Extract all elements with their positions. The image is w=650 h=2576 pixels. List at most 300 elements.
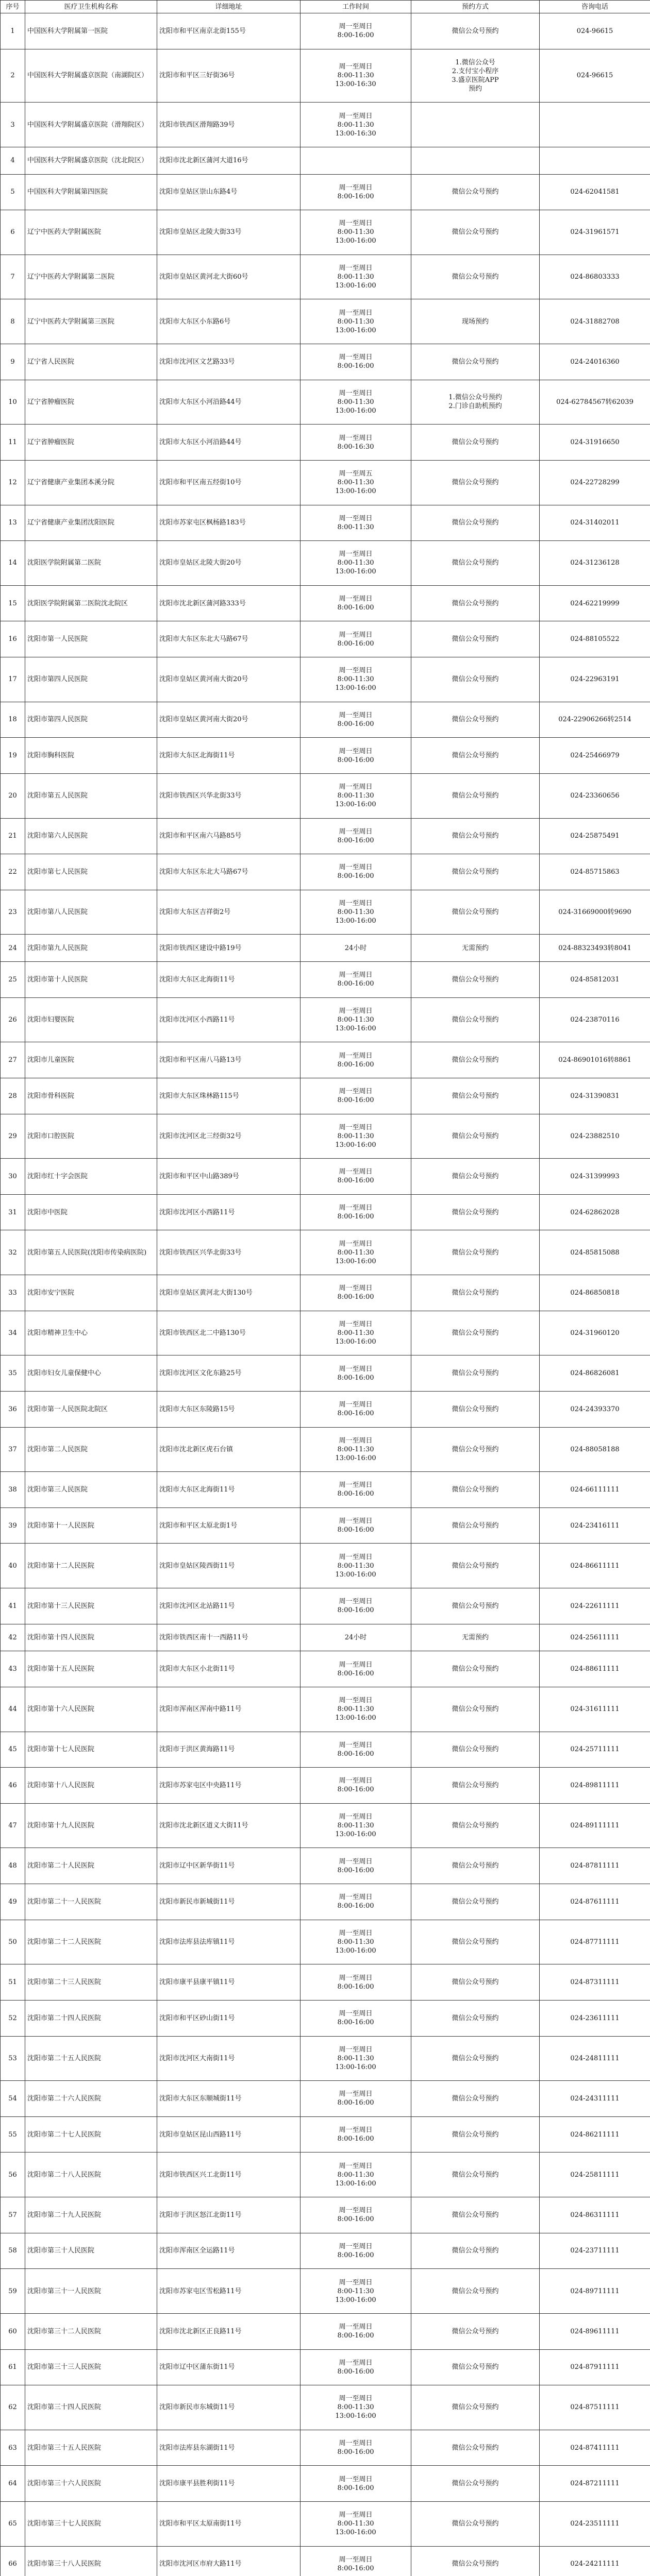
cell-booking: 微信公众号预约 — [411, 2116, 540, 2153]
cell-booking: 微信公众号预约 — [411, 1159, 540, 1195]
cell-booking: 微信公众号预约 — [411, 773, 540, 818]
cell-booking: 微信公众号预约 — [411, 2081, 540, 2117]
cell-hours: 周一至周日 8:00-11:30 13:00-16:00 — [301, 890, 411, 935]
cell-hours: 周一至周日 8:00-16:00 — [301, 1472, 411, 1508]
cell-booking: 微信公众号预约 — [411, 1544, 540, 1588]
cell-booking: 微信公众号预约 — [411, 1920, 540, 1964]
cell-hours: 周一至周日 8:00-11:30 13:00-16:30 — [301, 103, 411, 147]
cell-name: 中国医科大学附属盛京医院（南湖院区） — [25, 49, 157, 103]
table-row — [1, 1624, 650, 1651]
cell-index: 47 — [1, 1803, 25, 1848]
cell-booking: 微信公众号预约 — [411, 1472, 540, 1508]
cell-index: 46 — [1, 1768, 25, 1804]
cell-index: 1 — [1, 13, 25, 49]
cell-booking — [411, 103, 540, 147]
cell-name: 沈阳市第二十三人民医院 — [25, 1964, 157, 2001]
cell-hours: 周一至周日 8:00-11:30 13:00-16:00 — [301, 1427, 411, 1472]
cell-phone: 024-87411111 — [540, 2430, 650, 2466]
cell-hours: 周一至周日 8:00-11:30 13:00-16:00 — [301, 1311, 411, 1355]
cell-phone: 024-24393370 — [540, 1391, 650, 1427]
cell-index: 28 — [1, 1078, 25, 1114]
cell-phone: 024-88611111 — [540, 1651, 650, 1687]
cell-hours: 周一至周日 8:00-11:30 13:00-16:00 — [301, 380, 411, 425]
table-row — [1, 818, 650, 854]
cell-phone: 024-62784567转62039 — [540, 380, 650, 425]
table-row — [1, 299, 650, 344]
cell-booking: 现场预约 — [411, 299, 540, 344]
cell-hours: 周一至周日 8:00-16:00 — [301, 13, 411, 49]
cell-name: 沈阳市儿童医院 — [25, 1042, 157, 1078]
cell-booking: 微信公众号预约 — [411, 1230, 540, 1275]
table-row — [1, 738, 650, 774]
cell-index: 45 — [1, 1732, 25, 1768]
cell-booking: 微信公众号预约 — [411, 1588, 540, 1624]
cell-name: 沈阳市中医院 — [25, 1194, 157, 1230]
cell-phone: 024-89111111 — [540, 1803, 650, 1848]
cell-hours: 周一至周日 8:00-11:30 13:00-16:00 — [301, 2385, 411, 2430]
cell-address: 沈阳市大东区北海街11号 — [157, 1472, 301, 1508]
table-row — [1, 2546, 650, 2576]
cell-index: 11 — [1, 425, 25, 461]
cell-name: 沈阳市第十人民医院 — [25, 962, 157, 998]
cell-name: 辽宁省健康产业集团本溪分院 — [25, 460, 157, 505]
cell-address: 沈阳市大东区吉祥街2号 — [157, 890, 301, 935]
cell-phone: 024-23711111 — [540, 2233, 650, 2269]
cell-booking: 微信公众号预约 — [411, 2502, 540, 2547]
table-row — [1, 210, 650, 255]
table-row — [1, 255, 650, 299]
cell-name: 沈阳市第十五人民医院 — [25, 1651, 157, 1687]
table-row — [1, 1687, 650, 1732]
cell-index: 12 — [1, 460, 25, 505]
cell-index: 27 — [1, 1042, 25, 1078]
cell-phone: 024-31399993 — [540, 1159, 650, 1195]
table-row — [1, 962, 650, 998]
cell-address: 沈阳市法库县法库镇11号 — [157, 1920, 301, 1964]
cell-address: 沈阳市大东区小河沿路44号 — [157, 380, 301, 425]
cell-index: 6 — [1, 210, 25, 255]
cell-phone: 024-89811111 — [540, 1768, 650, 1804]
cell-index: 7 — [1, 255, 25, 299]
cell-hours: 周一至周日 8:00-16:00 — [301, 1588, 411, 1624]
table-row — [1, 1311, 650, 1355]
cell-booking: 微信公众号预约 — [411, 2430, 540, 2466]
cell-index: 44 — [1, 1687, 25, 1732]
table-row — [1, 2466, 650, 2502]
cell-name: 沈阳市第一人民医院 — [25, 621, 157, 657]
cell-address: 沈阳市铁西区建设中路19号 — [157, 935, 301, 962]
cell-hours: 周一至周日 8:00-11:30 — [301, 505, 411, 541]
cell-name: 辽宁省健康产业集团沈阳医院 — [25, 505, 157, 541]
cell-address: 沈阳市沈河区北三经街32号 — [157, 1114, 301, 1159]
cell-name: 沈阳医学院附属第二医院沈北院区 — [25, 585, 157, 621]
table-row — [1, 103, 650, 147]
cell-address: 沈阳市法库县东湖街11号 — [157, 2430, 301, 2466]
cell-address: 沈阳市大东区北海街11号 — [157, 738, 301, 774]
cell-name: 沈阳市第二十七人民医院 — [25, 2116, 157, 2153]
cell-address: 沈阳市康平县康平镇11号 — [157, 1964, 301, 2001]
cell-booking: 微信公众号预约 — [411, 1768, 540, 1804]
table-row — [1, 2153, 650, 2197]
table-row — [1, 1803, 650, 1848]
cell-hours: 24小时 — [301, 1624, 411, 1651]
cell-index: 49 — [1, 1884, 25, 1920]
cell-phone: 024-62862028 — [540, 1194, 650, 1230]
cell-booking: 微信公众号预约 — [411, 2313, 540, 2349]
cell-booking: 微信公众号预约 — [411, 702, 540, 738]
cell-hours: 周一至周日 8:00-16:00 — [301, 2000, 411, 2036]
cell-phone: 024-96615 — [540, 49, 650, 103]
cell-booking: 微信公众号预约 — [411, 1275, 540, 1311]
cell-address: 沈阳市和平区南五经街10号 — [157, 460, 301, 505]
cell-hours: 周一至周日 8:00-16:00 — [301, 2349, 411, 2385]
table-row — [1, 2502, 650, 2547]
cell-index: 34 — [1, 1311, 25, 1355]
cell-booking: 微信公众号预约 — [411, 1391, 540, 1427]
cell-address: 沈阳市沈河区文艺路33号 — [157, 344, 301, 380]
cell-index: 10 — [1, 380, 25, 425]
cell-index: 50 — [1, 1920, 25, 1964]
cell-phone: 024-86311111 — [540, 2197, 650, 2233]
cell-index: 30 — [1, 1159, 25, 1195]
table-row — [1, 2430, 650, 2466]
cell-name: 沈阳市第三十八人民医院 — [25, 2546, 157, 2576]
table-row — [1, 1884, 650, 1920]
cell-phone: 024-96615 — [540, 13, 650, 49]
cell-phone: 024-87811111 — [540, 1848, 650, 1884]
cell-address: 沈阳市新民市东城街11号 — [157, 2385, 301, 2430]
cell-phone: 024-85812031 — [540, 962, 650, 998]
cell-name: 辽宁省人民医院 — [25, 344, 157, 380]
cell-name: 沈阳市第六人民医院 — [25, 818, 157, 854]
cell-address: 沈阳市新民市新城街11号 — [157, 1884, 301, 1920]
header-address: 详细地址 — [157, 1, 301, 13]
cell-index: 21 — [1, 818, 25, 854]
cell-address: 沈阳市皇姑区陵西街11号 — [157, 1544, 301, 1588]
cell-name: 沈阳市第三十六人民医院 — [25, 2466, 157, 2502]
cell-name: 中国医科大学附属盛京医院（沈北院区） — [25, 147, 157, 174]
cell-phone: 024-86803333 — [540, 255, 650, 299]
table-row — [1, 1472, 650, 1508]
cell-booking: 微信公众号预约 — [411, 1651, 540, 1687]
cell-hours — [301, 147, 411, 174]
table-row — [1, 585, 650, 621]
cell-name: 沈阳市第三十一人民医院 — [25, 2269, 157, 2314]
cell-index: 59 — [1, 2269, 25, 2314]
cell-hours: 周一至周日 8:00-11:30 13:00-16:00 — [301, 1544, 411, 1588]
cell-address: 沈阳市沈北新区道义大街11号 — [157, 1803, 301, 1848]
cell-hours: 周一至周日 8:00-16:00 — [301, 818, 411, 854]
cell-index: 25 — [1, 962, 25, 998]
cell-booking: 微信公众号预约 — [411, 2153, 540, 2197]
cell-booking: 微信公众号预约 — [411, 505, 540, 541]
cell-hours: 周一至周日 8:00-11:30 13:00-16:00 — [301, 2036, 411, 2081]
cell-name: 沈阳市第四人民医院 — [25, 702, 157, 738]
cell-booking: 微信公众号预约 — [411, 854, 540, 890]
cell-phone: 024-24811111 — [540, 2036, 650, 2081]
cell-address: 沈阳市铁西区兴工北街11号 — [157, 2153, 301, 2197]
cell-booking: 微信公众号预约 — [411, 657, 540, 702]
cell-address: 沈阳市铁西区兴华北街33号 — [157, 1230, 301, 1275]
cell-hours: 周一至周日 8:00-16:00 — [301, 702, 411, 738]
table-row — [1, 174, 650, 210]
cell-phone: 024-23416111 — [540, 1507, 650, 1544]
cell-phone: 024-86211111 — [540, 2116, 650, 2153]
cell-phone: 024-87711111 — [540, 1920, 650, 1964]
cell-name: 沈阳市第一人民医院北院区 — [25, 1391, 157, 1427]
header-index: 序号 — [1, 1, 25, 13]
cell-index: 66 — [1, 2546, 25, 2576]
cell-booking: 无需预约 — [411, 1624, 540, 1651]
cell-hours: 周一至周日 8:00-11:30 13:00-16:00 — [301, 773, 411, 818]
cell-address: 沈阳市铁西区南十一西路11号 — [157, 1624, 301, 1651]
cell-booking: 微信公众号预约 — [411, 1427, 540, 1472]
cell-address: 沈阳市浑南区浑南中路11号 — [157, 1687, 301, 1732]
table-row — [1, 997, 650, 1042]
cell-booking: 微信公众号预约 — [411, 1311, 540, 1355]
table-row — [1, 13, 650, 49]
cell-index: 62 — [1, 2385, 25, 2430]
cell-hours: 周一至周日 8:00-11:30 13:00-16:00 — [301, 1230, 411, 1275]
cell-phone: 024-85815088 — [540, 1230, 650, 1275]
cell-booking: 微信公众号预约 — [411, 425, 540, 461]
cell-booking: 微信公众号预约 — [411, 1194, 540, 1230]
cell-name: 沈阳市第十一人民医院 — [25, 1507, 157, 1544]
cell-hours: 周一至周日 8:00-11:30 13:00-16:00 — [301, 1920, 411, 1964]
cell-address: 沈阳市皇姑区黄河南大街20号 — [157, 657, 301, 702]
cell-name: 沈阳市第二十五人民医院 — [25, 2036, 157, 2081]
cell-name: 沈阳市第七人民医院 — [25, 854, 157, 890]
cell-hours: 周一至周日 8:00-16:00 — [301, 2546, 411, 2576]
cell-index: 23 — [1, 890, 25, 935]
cell-booking: 微信公众号预约 — [411, 344, 540, 380]
cell-address: 沈阳市铁西区北二中路130号 — [157, 1311, 301, 1355]
table-row — [1, 657, 650, 702]
header-hours: 工作时间 — [301, 1, 411, 13]
cell-address: 沈阳市大东区小北街11号 — [157, 1651, 301, 1687]
cell-hours: 周一至周日 8:00-16:00 — [301, 1848, 411, 1884]
cell-name: 沈阳市第二人民医院 — [25, 1427, 157, 1472]
table-row — [1, 460, 650, 505]
cell-name: 辽宁中医药大学附属第三医院 — [25, 299, 157, 344]
cell-phone: 024-23511111 — [540, 2502, 650, 2547]
header-phone: 咨询电话 — [540, 1, 650, 13]
cell-address: 沈阳市苏家屯区枫杨路183号 — [157, 505, 301, 541]
table-row — [1, 1078, 650, 1114]
cell-booking: 微信公众号预约 — [411, 962, 540, 998]
cell-booking: 微信公众号预约 — [411, 2233, 540, 2269]
cell-phone: 024-66111111 — [540, 1472, 650, 1508]
cell-address: 沈阳市沈北新区蒲河大道16号 — [157, 147, 301, 174]
cell-phone: 024-87511111 — [540, 2385, 650, 2430]
cell-index: 8 — [1, 299, 25, 344]
table-row — [1, 1544, 650, 1588]
cell-booking: 微信公众号预约 — [411, 1507, 540, 1544]
cell-phone: 024-25466979 — [540, 738, 650, 774]
cell-phone: 024-62041581 — [540, 174, 650, 210]
cell-address: 沈阳市大东区珠林路115号 — [157, 1078, 301, 1114]
cell-name: 沈阳市第二十一人民医院 — [25, 1884, 157, 1920]
cell-index: 41 — [1, 1588, 25, 1624]
table-row — [1, 2197, 650, 2233]
cell-address: 沈阳市苏家屯区中央路11号 — [157, 1768, 301, 1804]
cell-index: 16 — [1, 621, 25, 657]
cell-hours: 周一至周日 8:00-16:00 — [301, 1042, 411, 1078]
table-row — [1, 2000, 650, 2036]
cell-booking: 微信公众号预约 — [411, 460, 540, 505]
table-row — [1, 2349, 650, 2385]
cell-booking: 微信公众号预约 — [411, 2036, 540, 2081]
cell-index: 26 — [1, 997, 25, 1042]
cell-name: 沈阳市红十字会医院 — [25, 1159, 157, 1195]
table-row — [1, 2036, 650, 2081]
cell-booking: 微信公众号预约 — [411, 541, 540, 586]
cell-address: 沈阳市大东区小河沿路44号 — [157, 425, 301, 461]
table-row — [1, 1194, 650, 1230]
cell-name: 辽宁省肿瘤医院 — [25, 425, 157, 461]
cell-name: 辽宁中医药大学附属第二医院 — [25, 255, 157, 299]
cell-name: 沈阳市第三十四人民医院 — [25, 2385, 157, 2430]
cell-address: 沈阳市皇姑区黄河北大街130号 — [157, 1275, 301, 1311]
cell-address: 沈阳市大东区东陵路15号 — [157, 1391, 301, 1427]
cell-hours: 周一至周日 8:00-11:30 13:00-16:00 — [301, 210, 411, 255]
cell-address: 沈阳市大东区东北大马路67号 — [157, 621, 301, 657]
cell-hours: 周一至周日 8:00-16:00 — [301, 2233, 411, 2269]
cell-name: 中国医科大学附属盛京医院（滑翔院区） — [25, 103, 157, 147]
cell-phone: 024-23882510 — [540, 1114, 650, 1159]
cell-index: 14 — [1, 541, 25, 586]
cell-address: 沈阳市辽中区新华街11号 — [157, 1848, 301, 1884]
cell-phone: 024-86901016转8861 — [540, 1042, 650, 1078]
cell-address: 沈阳市沈河区小西路11号 — [157, 1194, 301, 1230]
cell-address: 沈阳市浑南区全运路11号 — [157, 2233, 301, 2269]
cell-phone: 024-31961571 — [540, 210, 650, 255]
cell-booking — [411, 147, 540, 174]
cell-name: 辽宁省肿瘤医院 — [25, 380, 157, 425]
cell-index: 33 — [1, 1275, 25, 1311]
cell-name: 辽宁中医药大学附属医院 — [25, 210, 157, 255]
cell-phone: 024-23360656 — [540, 773, 650, 818]
cell-address: 沈阳市沈河区小西路11号 — [157, 997, 301, 1042]
cell-phone: 024-87211111 — [540, 2466, 650, 2502]
cell-name: 沈阳市第二十人民医院 — [25, 1848, 157, 1884]
cell-index: 57 — [1, 2197, 25, 2233]
cell-name: 沈阳市第二十八人民医院 — [25, 2153, 157, 2197]
cell-name: 沈阳市口腔医院 — [25, 1114, 157, 1159]
cell-hours: 周一至周日 8:00-16:00 — [301, 2081, 411, 2117]
cell-index: 4 — [1, 147, 25, 174]
cell-booking: 微信公众号预约 — [411, 2385, 540, 2430]
cell-index: 52 — [1, 2000, 25, 2036]
cell-booking: 微信公众号预约 — [411, 1803, 540, 1848]
table-row — [1, 380, 650, 425]
cell-address: 沈阳市皇姑区北陵大街33号 — [157, 210, 301, 255]
table-row — [1, 621, 650, 657]
cell-hours: 周一至周日 8:00-16:00 — [301, 2313, 411, 2349]
cell-hours: 周一至周日 8:00-16:00 — [301, 1355, 411, 1392]
cell-name: 沈阳市第十二人民医院 — [25, 1544, 157, 1588]
cell-name: 沈阳市第九人民医院 — [25, 935, 157, 962]
cell-index: 18 — [1, 702, 25, 738]
cell-hours: 周一至周日 8:00-16:00 — [301, 2197, 411, 2233]
cell-address: 沈阳市和平区三好街36号 — [157, 49, 301, 103]
cell-name: 沈阳市第十三人民医院 — [25, 1588, 157, 1624]
cell-index: 2 — [1, 49, 25, 103]
table-row — [1, 1114, 650, 1159]
cell-phone: 024-86826081 — [540, 1355, 650, 1392]
cell-index: 20 — [1, 773, 25, 818]
cell-booking: 微信公众号预约 — [411, 1078, 540, 1114]
cell-phone: 024-85715863 — [540, 854, 650, 890]
table-row — [1, 2269, 650, 2314]
table-row — [1, 2116, 650, 2153]
cell-booking: 微信公众号预约 — [411, 1687, 540, 1732]
table-row — [1, 2385, 650, 2430]
cell-address: 沈阳市沈北新区正良路11号 — [157, 2313, 301, 2349]
cell-booking: 微信公众号预约 — [411, 997, 540, 1042]
cell-hours: 周一至周日 8:00-11:30 13:00-16:00 — [301, 255, 411, 299]
cell-phone: 024-22963191 — [540, 657, 650, 702]
cell-hours: 周一至周日 8:00-16:00 — [301, 1194, 411, 1230]
cell-address: 沈阳市于洪区怒江北街11号 — [157, 2197, 301, 2233]
cell-booking: 微信公众号预约 — [411, 174, 540, 210]
cell-phone: 024-31960120 — [540, 1311, 650, 1355]
cell-index: 35 — [1, 1355, 25, 1392]
cell-booking: 微信公众号预约 — [411, 621, 540, 657]
cell-name: 沈阳市第二十四人民医院 — [25, 2000, 157, 2036]
cell-hours: 周一至周日 8:00-16:00 — [301, 1732, 411, 1768]
cell-name: 沈阳市第三十三人民医院 — [25, 2349, 157, 2385]
cell-hours: 周一至周日 8:00-11:30 13:00-16:00 — [301, 1687, 411, 1732]
cell-phone — [540, 103, 650, 147]
cell-address: 沈阳市沈河区北站路11号 — [157, 1588, 301, 1624]
cell-booking: 1.微信公众号 2.支付宝小程序 3.盛京医院APP 预约 — [411, 49, 540, 103]
cell-booking: 微信公众号预约 — [411, 2466, 540, 2502]
cell-hours: 周一至周日 8:00-16:00 — [301, 1964, 411, 2001]
cell-address: 沈阳市沈河区大南街11号 — [157, 2036, 301, 2081]
cell-name: 沈阳市第四人民医院 — [25, 657, 157, 702]
table-row — [1, 1588, 650, 1624]
cell-address: 沈阳市和平区南八马路13号 — [157, 1042, 301, 1078]
cell-hours: 周一至周日 8:00-16:00 — [301, 1078, 411, 1114]
cell-index: 13 — [1, 505, 25, 541]
cell-address: 沈阳市沈河区市府大路11号 — [157, 2546, 301, 2576]
cell-hours: 周一至周日 8:00-11:30 13:00-16:00 — [301, 1114, 411, 1159]
cell-name: 沈阳市妇女儿童保健中心 — [25, 1355, 157, 1392]
cell-booking: 微信公众号预约 — [411, 738, 540, 774]
cell-booking: 微信公众号预约 — [411, 1732, 540, 1768]
cell-phone: 024-31611111 — [540, 1687, 650, 1732]
cell-phone: 024-86850818 — [540, 1275, 650, 1311]
table-row — [1, 147, 650, 174]
cell-index: 38 — [1, 1472, 25, 1508]
table-row — [1, 1427, 650, 1472]
cell-address: 沈阳市和平区中山路389号 — [157, 1159, 301, 1195]
cell-booking: 微信公众号预约 — [411, 818, 540, 854]
cell-index: 65 — [1, 2502, 25, 2547]
cell-hours: 24小时 — [301, 935, 411, 962]
header-booking: 预约方式 — [411, 1, 540, 13]
cell-name: 沈阳市第十八人民医院 — [25, 1768, 157, 1804]
table-row — [1, 2233, 650, 2269]
cell-name: 沈阳市第十七人民医院 — [25, 1732, 157, 1768]
cell-hours: 周一至周日 8:00-16:00 — [301, 1884, 411, 1920]
cell-index: 48 — [1, 1848, 25, 1884]
cell-hours: 周一至周日 8:00-16:00 — [301, 2466, 411, 2502]
cell-phone: 024-23611111 — [540, 2000, 650, 2036]
cell-phone: 024-25611111 — [540, 1624, 650, 1651]
table-row — [1, 1230, 650, 1275]
